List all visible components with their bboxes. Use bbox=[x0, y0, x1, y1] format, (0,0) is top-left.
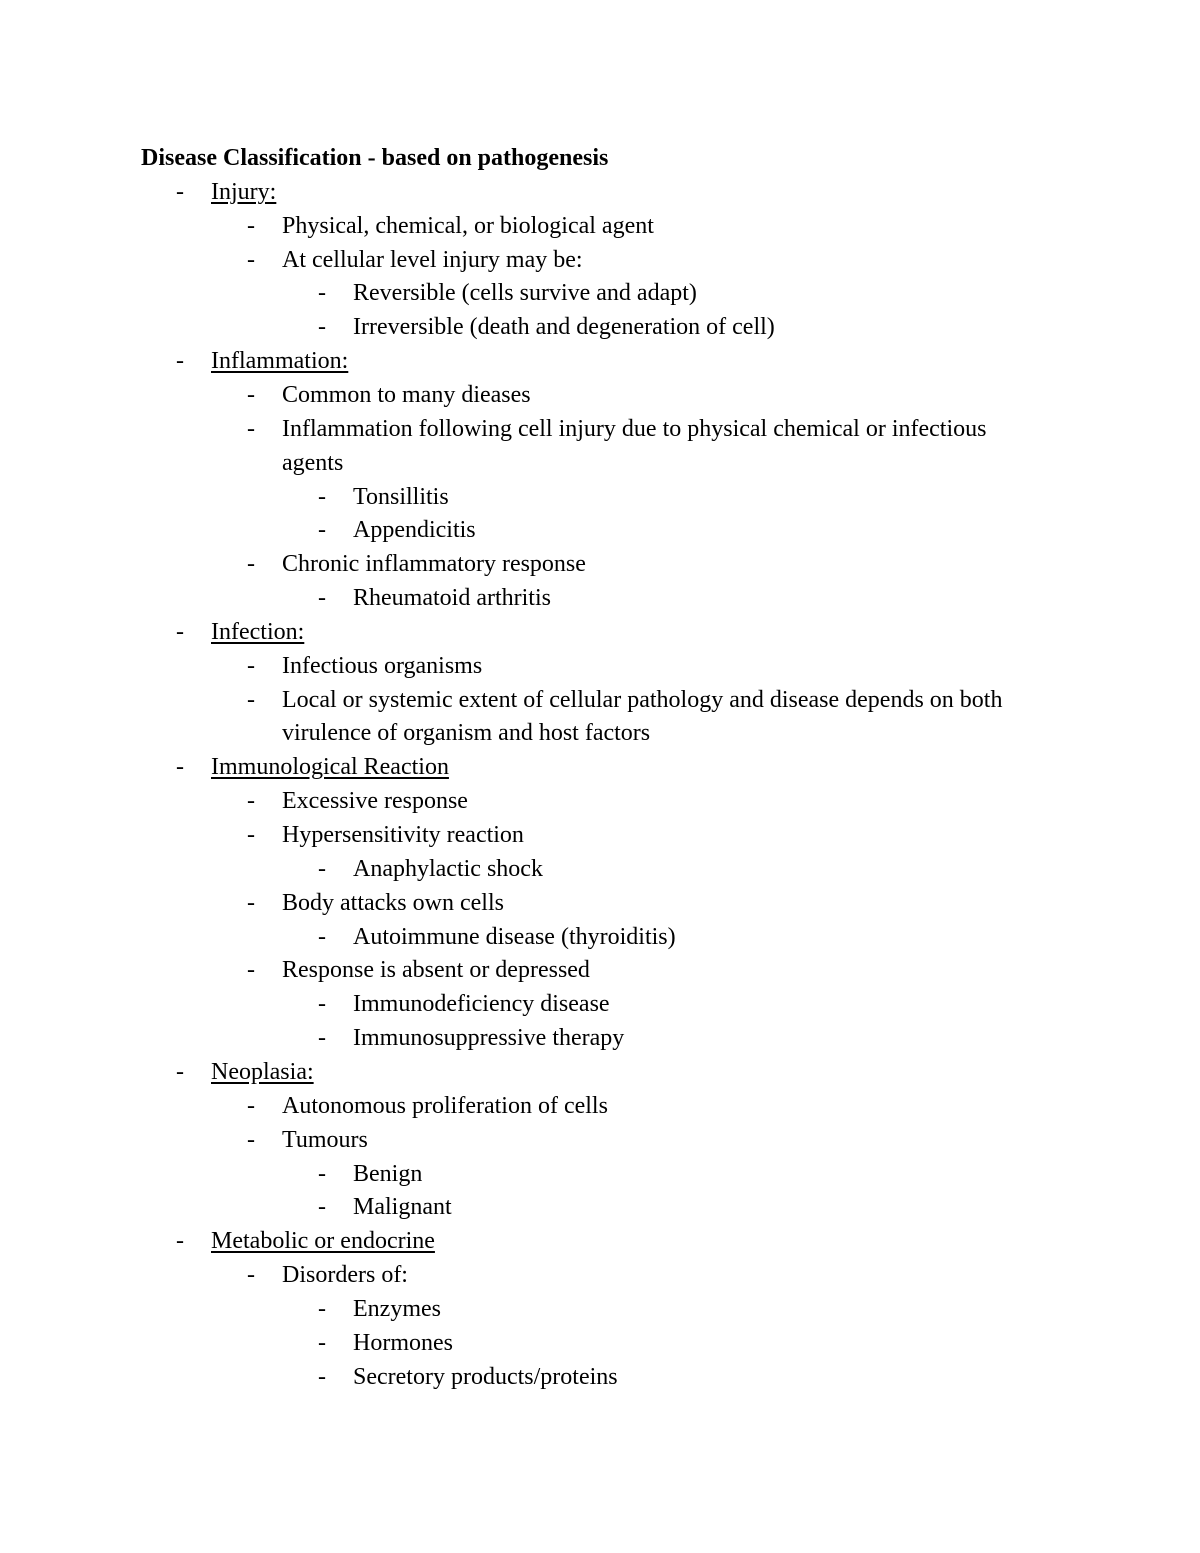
bullet-dash: - bbox=[176, 1059, 184, 1085]
bullet-dash: - bbox=[318, 1161, 326, 1187]
section-heading-label: Neoplasia: bbox=[211, 1059, 314, 1085]
bullet-dash: - bbox=[176, 754, 184, 780]
list-item-text: Disorders of: bbox=[282, 1262, 408, 1288]
bullet-dash: - bbox=[318, 1330, 326, 1356]
list-item-text: At cellular level injury may be: bbox=[282, 247, 583, 273]
bullet-dash: - bbox=[176, 348, 184, 374]
bullet-dash: - bbox=[318, 585, 326, 611]
bullet-dash: - bbox=[247, 788, 255, 814]
list-item bbox=[0, 310, 1200, 344]
list-item-text: Immunosuppressive therapy bbox=[353, 1025, 625, 1051]
list-item-text: Appendicitis bbox=[353, 517, 476, 543]
bullet-dash: - bbox=[318, 1025, 326, 1051]
list-item bbox=[0, 1292, 1200, 1326]
list-item-text: Anaphylactic shock bbox=[353, 856, 543, 882]
section-heading bbox=[0, 1055, 1200, 1089]
list-item-text: Body attacks own cells bbox=[282, 890, 504, 916]
bullet-dash: - bbox=[318, 924, 326, 950]
list-item bbox=[0, 547, 1200, 581]
bullet-dash: - bbox=[318, 517, 326, 543]
list-item bbox=[0, 243, 1200, 277]
list-item-text: Local or systemic extent of cellular pathology and disease depends on both bbox=[282, 687, 1003, 713]
list-item bbox=[0, 480, 1200, 514]
section-heading-label: Injury: bbox=[211, 179, 277, 205]
list-item bbox=[0, 953, 1200, 987]
list-item bbox=[0, 581, 1200, 615]
list-item-text: Response is absent or depressed bbox=[282, 957, 590, 983]
bullet-dash: - bbox=[318, 314, 326, 340]
bullet-dash: - bbox=[318, 1296, 326, 1322]
bullet-dash: - bbox=[247, 957, 255, 983]
list-item-text: Physical, chemical, or biological agent bbox=[282, 213, 654, 239]
bullet-dash: - bbox=[247, 1127, 255, 1153]
bullet-dash: - bbox=[247, 1093, 255, 1119]
list-item bbox=[0, 209, 1200, 243]
section-heading bbox=[0, 344, 1200, 378]
list-item-text: Autonomous proliferation of cells bbox=[282, 1093, 608, 1119]
list-item-text: Reversible (cells survive and adapt) bbox=[353, 280, 697, 306]
list-item bbox=[0, 513, 1200, 547]
section-heading bbox=[0, 750, 1200, 784]
list-item bbox=[0, 378, 1200, 412]
section-heading-label: Immunological Reaction bbox=[211, 754, 449, 780]
list-item bbox=[0, 1360, 1200, 1394]
bullet-dash: - bbox=[318, 856, 326, 882]
bullet-dash: - bbox=[247, 213, 255, 239]
list-item bbox=[0, 1258, 1200, 1292]
bullet-dash: - bbox=[176, 179, 184, 205]
list-item-text: Infectious organisms bbox=[282, 653, 483, 679]
bullet-dash: - bbox=[176, 1228, 184, 1254]
list-item bbox=[0, 412, 1200, 446]
list-item bbox=[0, 1089, 1200, 1123]
section-heading-label: Inflammation: bbox=[211, 348, 349, 374]
bullet-dash: - bbox=[247, 890, 255, 916]
list-item-text: Secretory products/proteins bbox=[353, 1364, 618, 1390]
bullet-dash: - bbox=[247, 1262, 255, 1288]
bullet-dash: - bbox=[247, 416, 255, 442]
bullet-dash: - bbox=[247, 822, 255, 848]
list-item bbox=[0, 987, 1200, 1021]
list-item bbox=[0, 1326, 1200, 1360]
list-item-text: virulence of organism and host factors bbox=[282, 720, 651, 746]
bullet-dash: - bbox=[318, 1364, 326, 1390]
bullet-dash: - bbox=[176, 619, 184, 645]
list-item bbox=[0, 1021, 1200, 1055]
list-item bbox=[0, 920, 1200, 954]
page-title: Disease Classification - based on pathogenesis bbox=[141, 145, 609, 171]
list-item-text: agents bbox=[282, 450, 344, 476]
list-item-text: Inflammation following cell injury due to physical chemical or infectious bbox=[282, 416, 987, 442]
bullet-dash: - bbox=[247, 653, 255, 679]
list-item bbox=[0, 276, 1200, 310]
list-item-text: Enzymes bbox=[353, 1296, 441, 1322]
list-item bbox=[0, 1190, 1200, 1224]
list-item-text: Malignant bbox=[353, 1194, 452, 1220]
bullet-dash: - bbox=[247, 382, 255, 408]
section-heading-label: Metabolic or endocrine bbox=[211, 1228, 435, 1254]
list-item bbox=[0, 886, 1200, 920]
list-item-text: Chronic inflammatory response bbox=[282, 551, 586, 577]
list-item-text: Immunodeficiency disease bbox=[353, 991, 610, 1017]
list-item bbox=[0, 683, 1200, 717]
bullet-dash: - bbox=[247, 551, 255, 577]
section-heading bbox=[0, 615, 1200, 649]
bullet-dash: - bbox=[318, 1194, 326, 1220]
section-heading bbox=[0, 175, 1200, 209]
list-item-text: Common to many dieases bbox=[282, 382, 531, 408]
list-item-text: Hypersensitivity reaction bbox=[282, 822, 524, 848]
bullet-dash: - bbox=[318, 280, 326, 306]
list-item bbox=[0, 784, 1200, 818]
list-item-text: Benign bbox=[353, 1161, 423, 1187]
bullet-dash: - bbox=[247, 247, 255, 273]
list-item-text: Tumours bbox=[282, 1127, 368, 1153]
list-item bbox=[0, 818, 1200, 852]
list-item-text: Rheumatoid arthritis bbox=[353, 585, 551, 611]
list-item bbox=[0, 716, 1200, 750]
section-heading bbox=[0, 1224, 1200, 1258]
list-item-text: Irreversible (death and degeneration of cell) bbox=[353, 314, 775, 340]
bullet-dash: - bbox=[318, 991, 326, 1017]
list-item bbox=[0, 446, 1200, 480]
bullet-dash: - bbox=[247, 687, 255, 713]
section-heading-label: Infection: bbox=[211, 619, 305, 645]
list-item bbox=[0, 1157, 1200, 1191]
list-item-text: Hormones bbox=[353, 1330, 453, 1356]
list-item bbox=[0, 852, 1200, 886]
list-item-text: Excessive response bbox=[282, 788, 468, 814]
list-item bbox=[0, 1123, 1200, 1157]
list-item bbox=[0, 649, 1200, 683]
bullet-dash: - bbox=[318, 484, 326, 510]
list-item-text: Tonsillitis bbox=[353, 484, 449, 510]
list-item-text: Autoimmune disease (thyroiditis) bbox=[353, 924, 676, 950]
